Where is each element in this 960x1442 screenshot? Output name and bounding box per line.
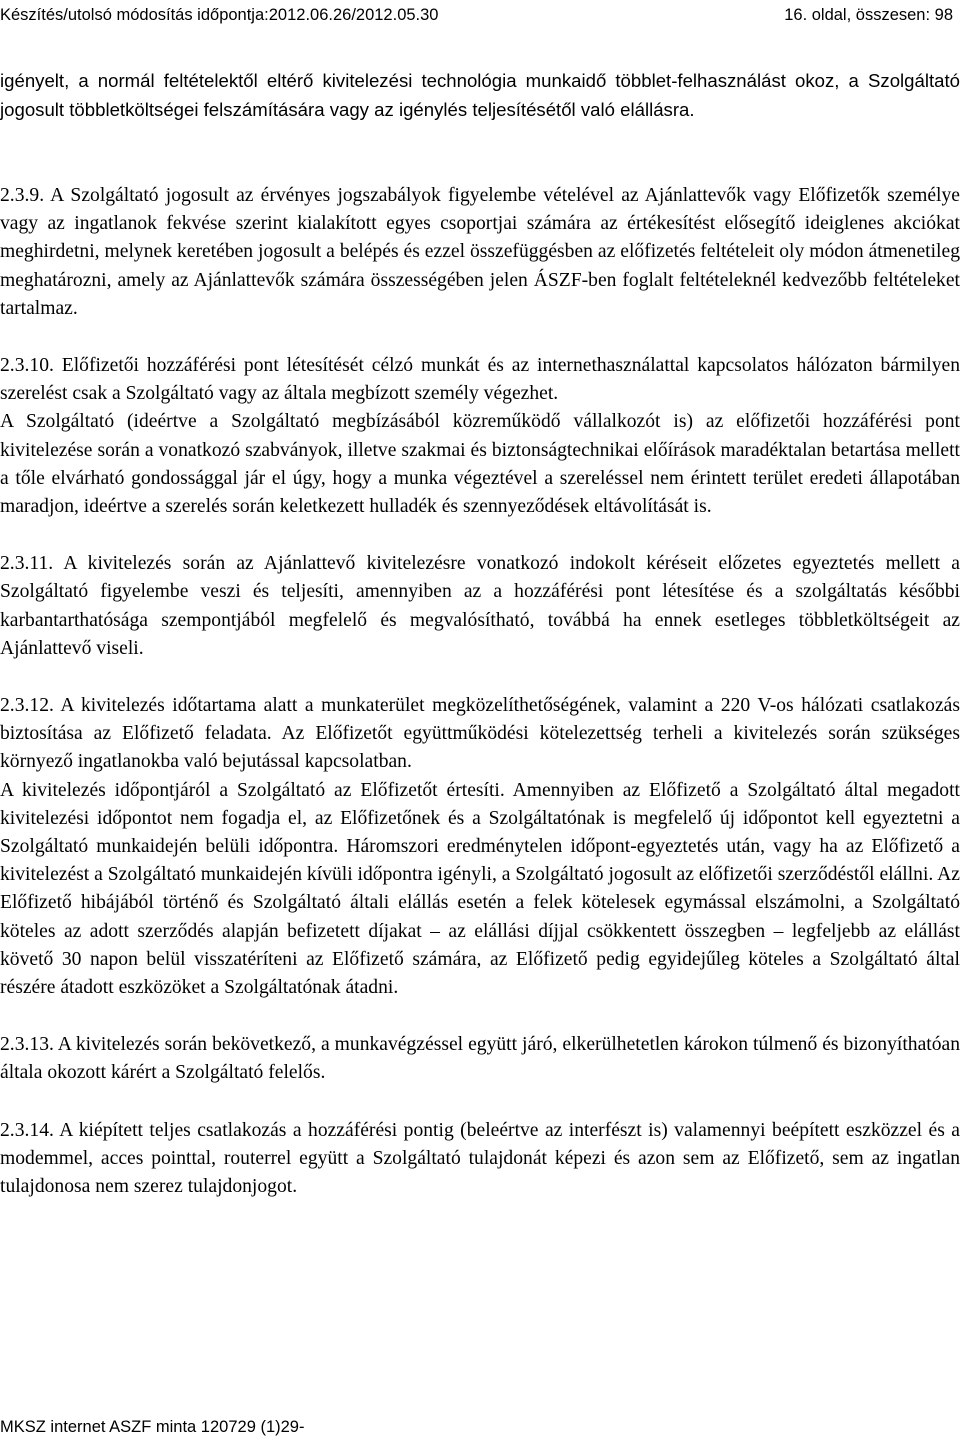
intro-paragraph: igényelt, a normál feltételektől eltérő kivitelezési technológia munkaidő többlet-felhasználást okoz, a Szolgáltató jogosult többletköltségei felszámítására vagy az igénylés teljesítésétől való elállásra. [0,70,960,120]
section-2-3-12-continued: A kivitelezés időpontjáról a Szolgáltató az Előfizetőt értesíti. Amennyiben az Előfizető a Szolgáltató által megadott kivitelezési időpontot nem fogadja el, az Előfizetőnek és a Szolgáltatónak is megfelelő új időpontot kell egyeztetni a Szolgáltató munkaidején belüli időpontra. Háromszori eredménytelen időpont-egyeztetés után, vagy ha az Előfizető a kivitelezést a Szolgáltató munkaidején kívüli időpontra igényli, a Szolgáltató jogosult az előfizetői szerződéstől elállni. Az Előfizető hibájából történő és Szolgáltató általi elállás esetén a felek kötelesek egymással elszámolni, a Szolgáltató köteles az adott szerződés alapján befizetett díjakat – az elállási díjjal csökkentett összegben – legfeljebb az elállást követő 30 napon belül visszatéríteni az Előfizető számára, az Előfizető pedig egyidejűleg köteles a Szolgáltató által részére átadott eszközöket a Szolgáltatónak átadni. [0,779,960,999]
page-number: 16. oldal, összesen: 98 [784,6,953,24]
section-2-3-9: 2.3.9. A Szolgáltató jogosult az érvényes jogszabályok figyelembe vételével az Ajánlattevők vagy Előfizetők személye vagy az ingatlanok fekvése szerint kialakított egyes csoportjai számára az értékesítést elősegítő ideiglenes akciókat meghirdetni, melynek keretében jogosult a belépés és ezzel összefüggésben az előfizetés feltételeit oly módon átmenetileg meghatározni, amely az Ajánlattevők számára összességében jelen ÁSZF-ben foglalt feltételeknél kedvezőbb feltételeket tartalmaz. [0,185,960,319]
page-header [0,6,960,28]
document-body [0,182,960,1201]
section-2-3-10-continued: A Szolgáltató (ideértve a Szolgáltató megbízásából közreműködő vállalkozót is) az előfizetői hozzáférési pont kivitelezése során a vonatkozó szabványok, illetve szakmai és biztonságtechnikai előírások maradéktalan betartása mellett a tőle elvárható gondossággal jár el úgy, hogy a munka végeztével a szereléssel nem érintett terület eredeti állapotában maradjon, ideértve a szerelés során keletkezett hulladék és szennyeződések eltávolítását is. [0,411,960,518]
section-2-3-12: 2.3.12. A kivitelezés időtartama alatt a munkaterület megközelíthetőségének, valamint a 220 V-os hálózati csatlakozás biztosítása az Előfizető feladata. Az Előfizetőt együttműködési kötelezettség terheli a kivitelezés során szükséges környező ingatlanokba való bejutással kapcsolatban. [0,695,960,773]
section-2-3-10: 2.3.10. Előfizetői hozzáférési pont létesítését célzó munkát és az internethasználattal kapcsolatos hálózaton bármilyen szerelést csak a Szolgáltató vagy az általa megbízott személy végezhet. [0,355,960,405]
section-2-3-13: 2.3.13. A kivitelezés során bekövetkező, a munkavégzéssel együtt járó, elkerülhetetlen károkon túlmenő és bizonyíthatóan általa okozott kárért a Szolgáltató felelős. [0,1034,960,1084]
page-footer: MKSZ internet ASZF minta 120729 (1)29- [0,1418,305,1436]
section-2-3-11: 2.3.11. A kivitelezés során az Ajánlattevő kivitelezésre vonatkozó indokolt kéréseit előzetes egyeztetés mellett a Szolgáltató figyelembe veszi és teljesíti, amennyiben az a hozzáférési pont létesítése és a szolgáltatás későbbi karbantarthatósága szempontjából megfelelő és megvalósítható, továbbá ha ennek esetleges többletköltségeit az Ajánlattevő viseli. [0,553,960,659]
modification-date: Készítés/utolsó módosítás időpontja:2012.06.26/2012.05.30 [0,6,439,24]
section-2-3-14: 2.3.14. A kiépített teljes csatlakozás a hozzáférési pontig (beleértve az interfészt is) valamennyi beépített eszközzel és a modemmel, acces pointtal, routerrel együtt a Szolgáltató tulajdonát képezi és azon sem az Előfizető, sem az ingatlan tulajdonosa nem szerez tulajdonjogot. [0,1119,960,1198]
